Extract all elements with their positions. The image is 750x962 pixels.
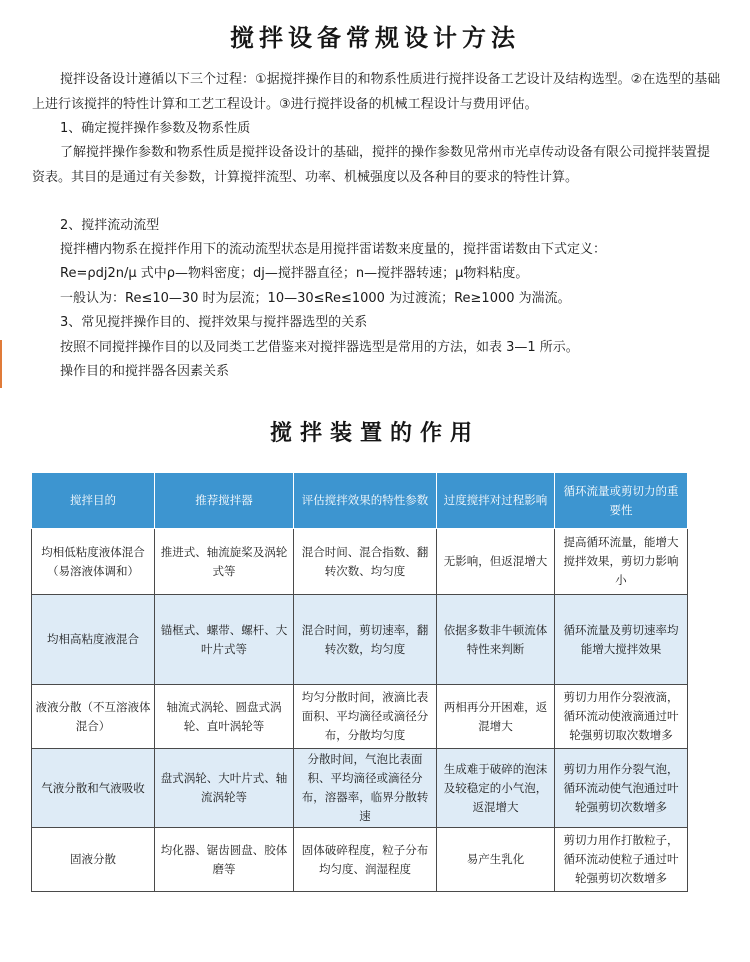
table-cell: 混合时间、混合指数、翻转次数、均匀度 — [294, 529, 437, 595]
table-cell: 液液分散（不互溶液体混合） — [32, 685, 155, 749]
text-line-5: 操作目的和搅拌器各因素关系 — [60, 364, 230, 379]
table-row — [32, 529, 688, 595]
section-heading-3: 3、常见搅拌操作目的、搅拌效果与搅拌器选型的关系 — [60, 315, 368, 330]
text-line-3: 一般认为：Re≤10—30 时为层流；10—30≤Re≤1000 为过渡流；Re≥1000 为湍流。 — [60, 291, 571, 306]
table-row — [32, 749, 688, 828]
page-title: 搅拌设备常规设计方法 — [230, 24, 520, 52]
table-header-row — [32, 473, 688, 529]
table-cell: 生成难于破碎的泡沫及较稳定的小气泡，返混增大 — [437, 749, 555, 828]
formula-line: Re=ρdj2n/μ 式中ρ—物料密度；dj—搅拌器直径；n—搅拌器转速；μ物料粘度。 — [60, 266, 529, 281]
table-row — [32, 595, 688, 685]
table-row — [32, 685, 688, 749]
table-cell: 推进式、轴流旋桨及涡轮式等 — [155, 529, 294, 595]
table-cell: 剪切力用作分裂液滴，循环流动使液滴通过叶轮强剪切取次数增多 — [555, 685, 688, 749]
section-heading-2: 2、搅拌流动流型 — [60, 218, 160, 233]
table-cell: 剪切力用作分裂气泡，循环流动使气泡通过叶轮强剪切次数增多 — [555, 749, 688, 828]
table-cell: 循环流量及剪切速率均能增大搅拌效果 — [555, 595, 688, 685]
text-line-4: 按照不同搅拌操作目的以及同类工艺借鉴来对搅拌器选型是常用的方法，如表 3—1 所示。 — [60, 340, 579, 355]
table-cell: 均相低粘度液体混合（易溶液体调和） — [32, 529, 155, 595]
text-line-1: 搅拌槽内物系在搅拌作用下的流动流型状态是用搅拌雷诺数来度量的，搅拌雷诺数由下式定义： — [60, 242, 607, 257]
table-cell: 均相高粘度液混合 — [32, 595, 155, 685]
table-cell: 剪切力用作打散粒子，循环流动使粒子通过叶轮强剪切次数增多 — [555, 828, 688, 892]
table-cell: 锚框式、螺带、螺杆、大叶片式等 — [155, 595, 294, 685]
mixer-function-table — [31, 472, 688, 892]
table-cell: 固液分散 — [32, 828, 155, 892]
column-header: 推荐搅拌器 — [155, 473, 294, 529]
table-cell: 提高循环流量，能增大搅拌效果，剪切力影响小 — [555, 529, 688, 595]
table-title: 搅拌装置的作用 — [269, 421, 480, 446]
table-cell: 均匀分散时间，液滴比表面积、平均滴径或滴径分布，分散均匀度 — [294, 685, 437, 749]
table-cell: 无影响，但返混增大 — [437, 529, 555, 595]
column-header: 评估搅拌效果的特性参数 — [294, 473, 437, 529]
paragraph-1: 了解搅拌操作参数和物系性质是搅拌设备设计的基础，搅拌的操作参数见常州市光卓传动设备有限公司搅拌装置提资表。其目的是通过有关参数，计算搅拌流型、功率、机械强度以及各种目的要求的特性计算。 — [32, 145, 711, 185]
table-cell: 气液分散和气液吸收 — [32, 749, 155, 828]
intro-paragraph: 搅拌设备设计遵循以下三个过程：①据搅拌操作目的和物系性质进行搅拌设备工艺设计及结构选型。②在选型的基础上进行该搅拌的特性计算和工艺工程设计。③进行搅拌设备的机械工程设计与费用评估。 — [32, 72, 721, 112]
table-cell: 易产生乳化 — [437, 828, 555, 892]
table-cell: 盘式涡轮、大叶片式、轴流涡轮等 — [155, 749, 294, 828]
table-cell: 混合时间，剪切速率，翻转次数，均匀度 — [294, 595, 437, 685]
table-row — [32, 828, 688, 892]
column-header: 搅拌目的 — [32, 473, 155, 529]
column-header: 循环流量或剪切力的重要性 — [555, 473, 688, 529]
table-cell: 轴流式涡轮、圆盘式涡轮、直叶涡轮等 — [155, 685, 294, 749]
table-cell: 均化器、锯齿圆盘、胶体磨等 — [155, 828, 294, 892]
table-cell: 固体破碎程度，粒子分布均匀度、润湿程度 — [294, 828, 437, 892]
margin-accent-bar — [0, 340, 2, 388]
table-cell: 两相再分开困难，返混增大 — [437, 685, 555, 749]
table-cell: 依据多数非牛顿流体特性来判断 — [437, 595, 555, 685]
table-cell: 分散时间，气泡比表面积、平均滴径或滴径分布，溶器率，临界分散转速 — [294, 749, 437, 828]
section-heading-1: 1、确定搅拌操作参数及物系性质 — [60, 121, 251, 136]
column-header: 过度搅拌对过程影响 — [437, 473, 555, 529]
